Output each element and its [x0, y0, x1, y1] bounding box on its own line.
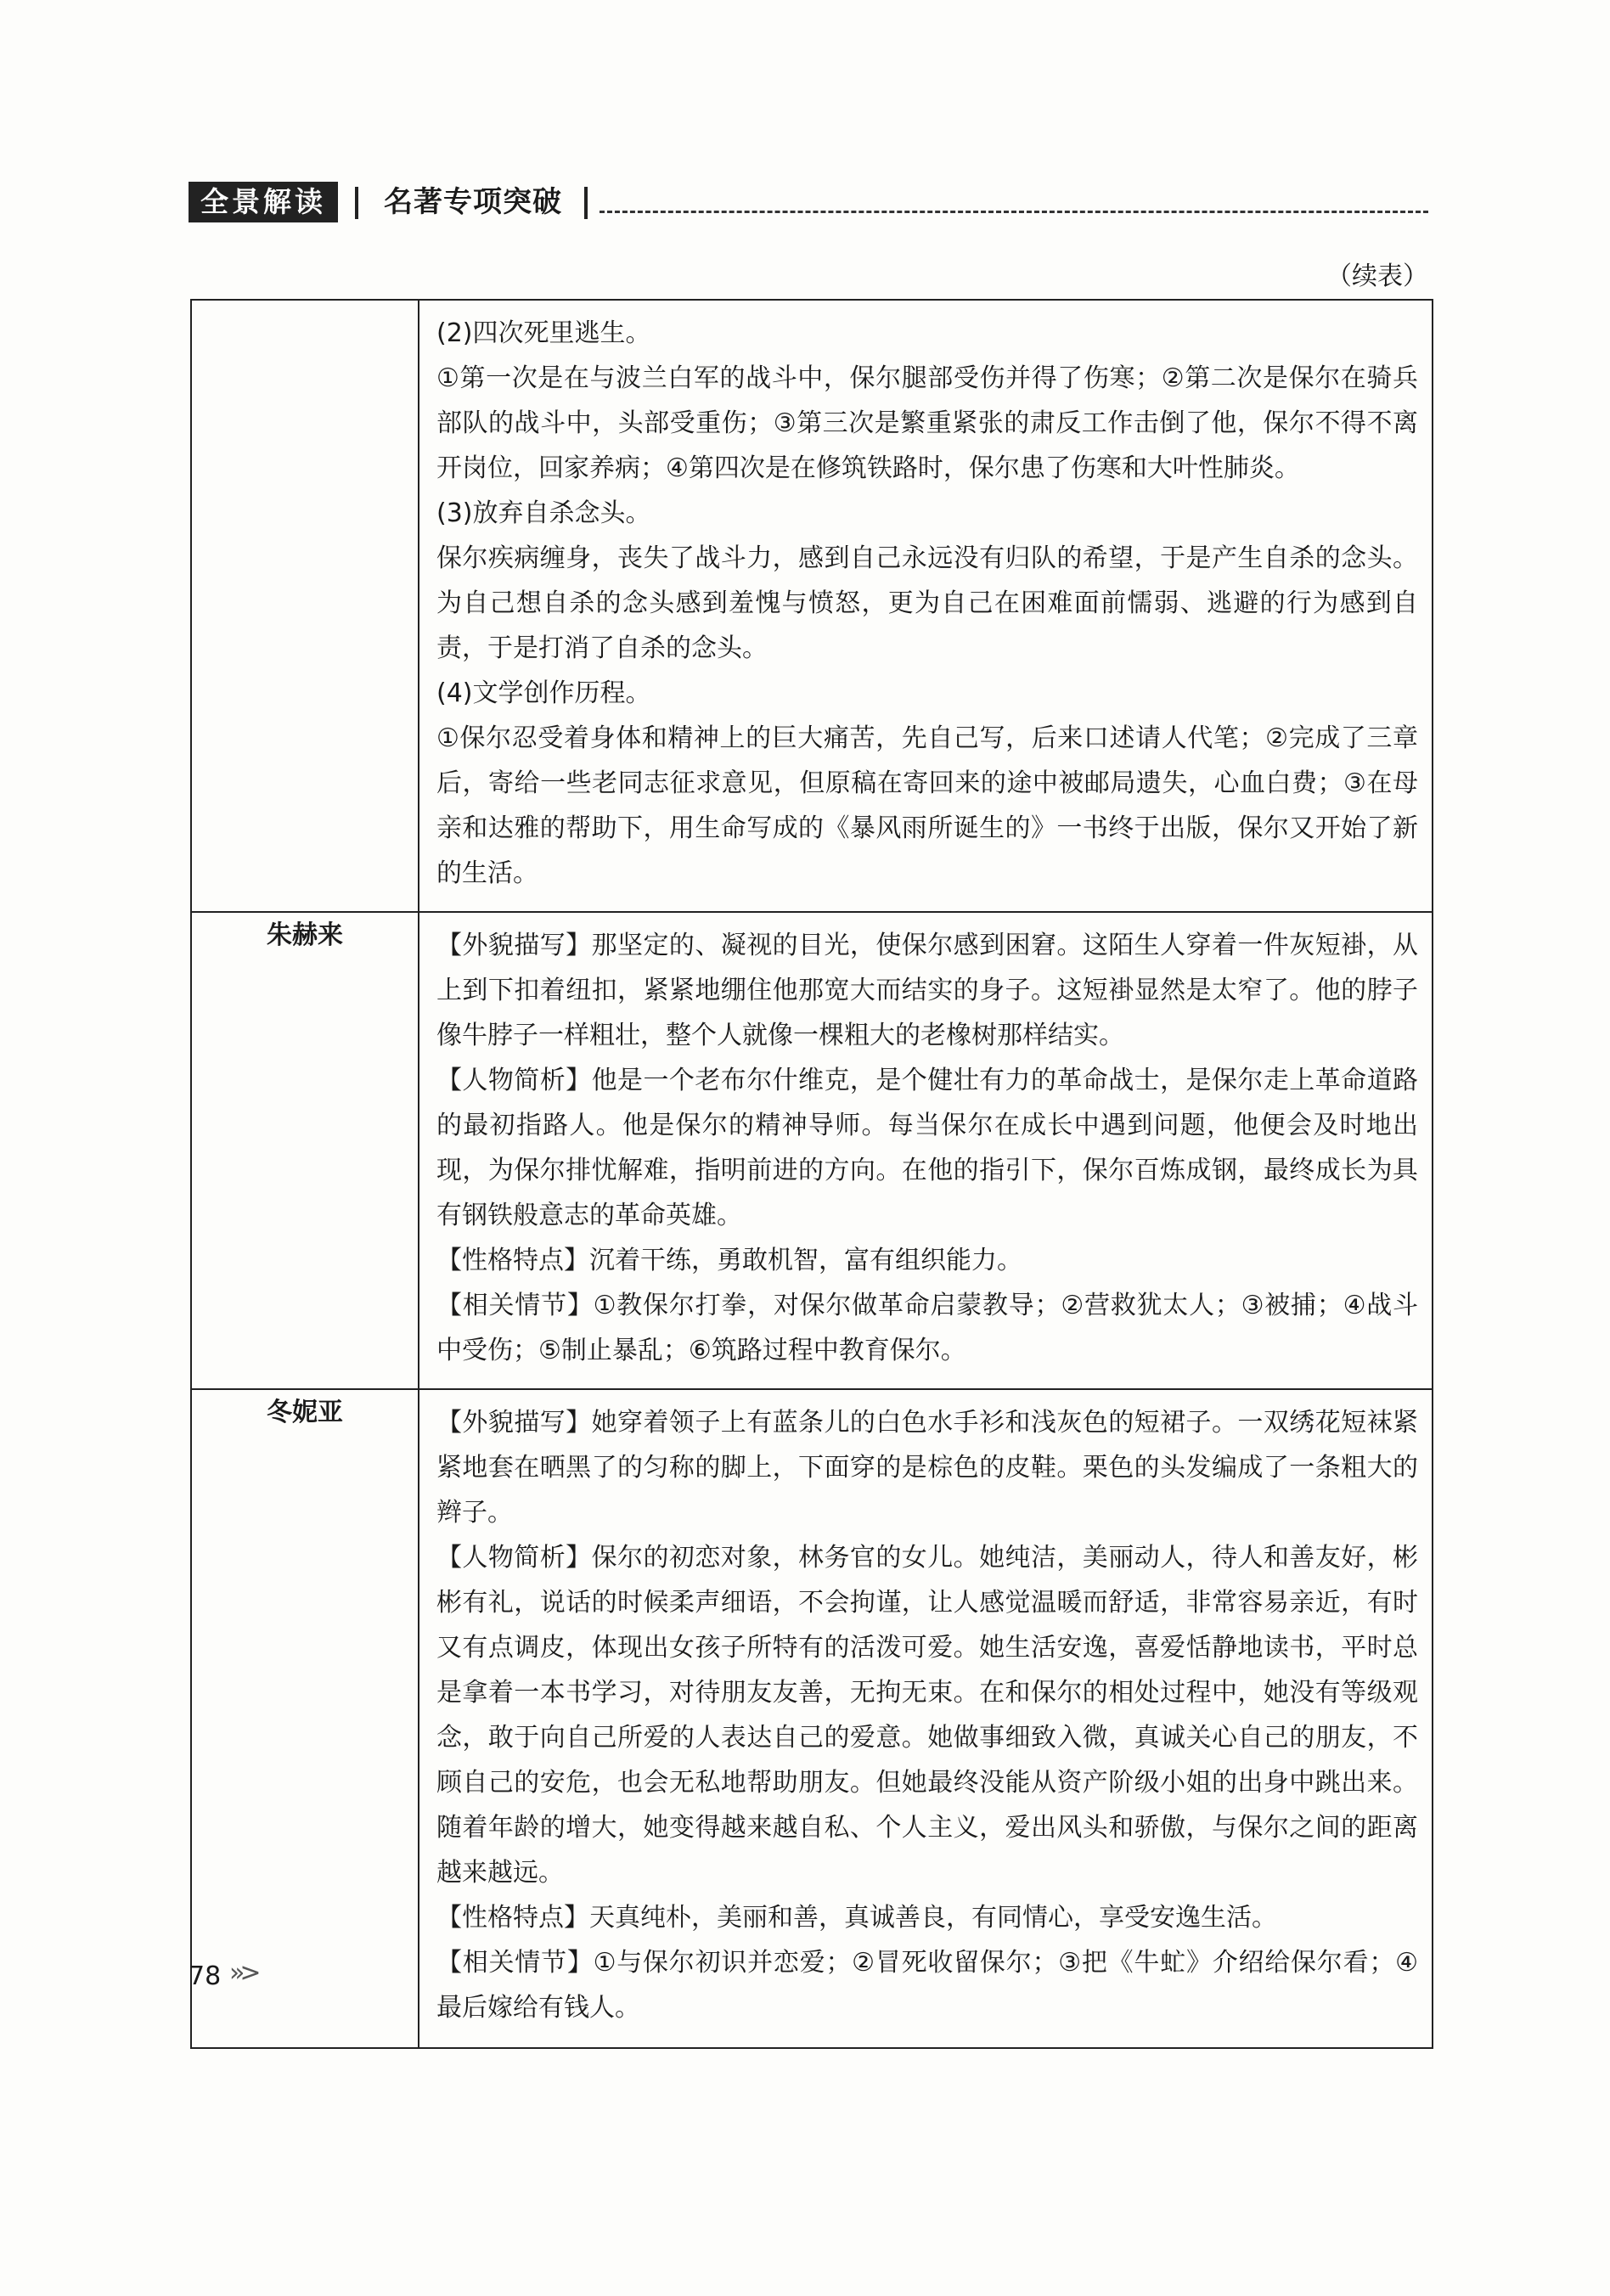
series-badge: 全景解读	[189, 182, 338, 222]
continued-label: （续表）	[1326, 262, 1428, 291]
text-line: (2)四次死里逃生。	[436, 318, 651, 348]
character-description	[419, 1389, 1433, 2048]
text-line: 【相关情节】①与保尔初识并恋爱；②冒死收留保尔；③把《牛虻》介绍给保尔看；④最后嫁给有钱人。	[436, 1948, 1418, 2023]
text-line: 【相关情节】①教保尔打拳，对保尔做革命启蒙教导；②营救犹太人；③被捕；④战斗中受伤；⑤制止暴乱；⑥筑路过程中教育保尔。	[436, 1291, 1418, 1365]
page-arrows-icon: »>	[229, 1958, 256, 1988]
character-table	[190, 299, 1433, 2049]
character-description	[419, 300, 1433, 912]
table-row	[191, 1389, 1433, 2048]
header-dashed-rule	[600, 211, 1428, 213]
text-line: 保尔疾病缠身，丧失了战斗力，感到自己永远没有归队的希望，于是产生自杀的念头。为自己想自杀的念头感到羞愧与愤怒，更为自己在困难面前懦弱、逃避的行为感到自责，于是打消了自杀的念头。	[436, 543, 1418, 663]
page-number: 78	[189, 1961, 222, 1991]
text-line: 【性格特点】沉着干练，勇敢机智，富有组织能力。	[436, 1246, 1022, 1275]
series-title: 名著专项突破	[384, 185, 562, 219]
text-line: 【人物简析】保尔的初恋对象，林务官的女儿。她纯洁，美丽动人，待人和善友好，彬彬有礼，说话的时候柔声细语，不会拘谨，让人感觉温暖而舒适，非常容易亲近，有时又有点调皮，体现出女孩子所特有的活泼可爱。她生活安逸，喜爱恬静地读书，平时总是拿着一本书学习，对待朋友友善，无拘无束。在和保尔的相处过程中，她没有等级观念，敢于向自己所爱的人表达自己的爱意。她做事细致入微，真诚关心自己的朋友，不顾自己的安危，也会无私地帮助朋友。但她最终没能从资产阶级小姐的出身中跳出来。随着年龄的增大，她变得越来越自私、个人主义，爱出风头和骄傲，与保尔之间的距离越来越远。	[436, 1543, 1418, 1888]
header-divider	[584, 187, 588, 219]
text-line: 【人物简析】他是一个老布尔什维克，是个健壮有力的革命战士，是保尔走上革命道路的最初指路人。他是保尔的精神导师。每当保尔在成长中遇到问题，他便会及时地出现，为保尔排忧解难，指明前进的方向。在他的指引下，保尔百炼成钢，最终成长为具有钢铁般意志的革命英雄。	[436, 1066, 1418, 1230]
text-line: ①保尔忍受着身体和精神上的巨大痛苦，先自己写，后来口述请人代笔；②完成了三章后，寄给一些老同志征求意见，但原稿在寄回来的途中被邮局遗失，心血白费；③在母亲和达雅的帮助下，用生命写成的《暴风雨所诞生的》一书终于出版，保尔又开始了新的生活。	[436, 723, 1418, 888]
character-name: 冬妮亚	[191, 1389, 419, 2048]
character-name	[191, 300, 419, 912]
text-line: 【外貌描写】她穿着领子上有蓝条儿的白色水手衫和浅灰色的短裙子。一双绣花短袜紧紧地套在晒黑了的匀称的脚上，下面穿的是棕色的皮鞋。栗色的头发编成了一条粗大的辫子。	[436, 1408, 1418, 1528]
text-line: (4)文学创作历程。	[436, 678, 651, 708]
text-line: ①第一次是在与波兰白军的战斗中，保尔腿部受伤并得了伤寒；②第二次是保尔在骑兵部队的战斗中，头部受重伤；③第三次是繁重紧张的肃反工作击倒了他，保尔不得不离开岗位，回家养病；④第四次是在修筑铁路时，保尔患了伤寒和大叶性肺炎。	[436, 363, 1418, 483]
page-header	[189, 177, 1428, 228]
text-line: (3)放弃自杀念头。	[436, 498, 651, 528]
text-line: 【外貌描写】那坚定的、凝视的目光，使保尔感到困窘。这陌生人穿着一件灰短褂，从上到下扣着纽扣，紧紧地绷住他那宽大而结实的身子。这短褂显然是太窄了。他的脖子像牛脖子一样粗壮，整个人就像一棵粗大的老橡树那样结实。	[436, 931, 1418, 1050]
table-row	[191, 300, 1433, 912]
character-description	[419, 912, 1433, 1389]
character-name: 朱赫来	[191, 912, 419, 1389]
table-row	[191, 912, 1433, 1389]
text-line: 【性格特点】天真纯朴，美丽和善，真诚善良，有同情心，享受安逸生活。	[436, 1903, 1277, 1933]
header-divider	[355, 187, 358, 219]
